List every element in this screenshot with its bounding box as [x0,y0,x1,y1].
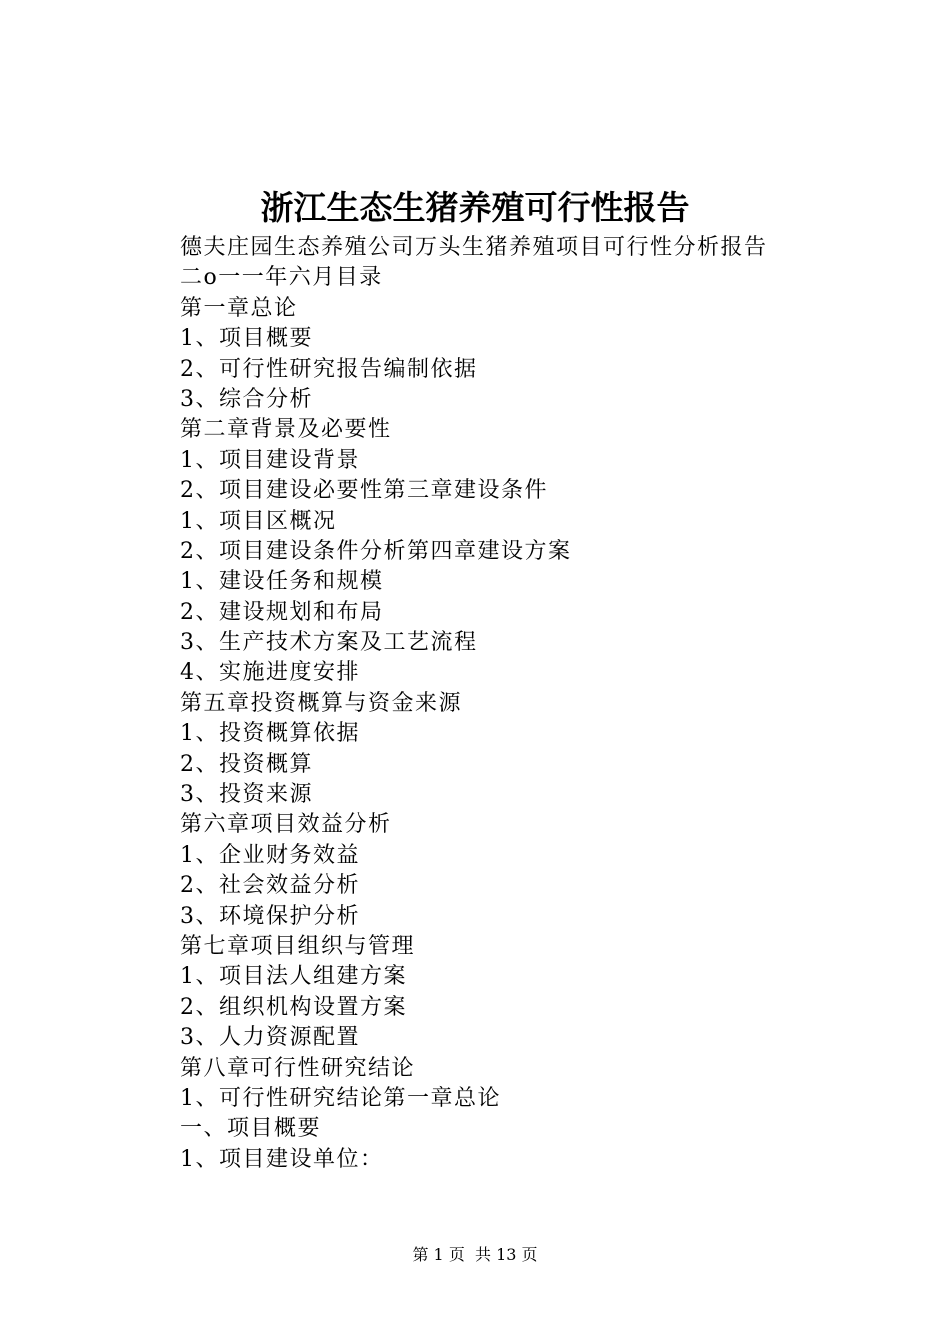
section-heading: 一、项目概要 [180,1116,322,1142]
page-footer [0,1243,950,1267]
toc-item: 2、组织机构设置方案 [180,994,407,1020]
body-line: 1、项目建设单位： [180,1146,384,1172]
subtitle-line: 德夫庄园生态养殖公司万头生猪养殖项目可行性分析报告 [180,235,768,260]
toc-item: 3、综合分析 [180,386,313,412]
toc-chapter: 第七章项目组织与管理 [180,933,416,959]
toc-item: 1、建设任务和规模 [180,569,384,595]
toc-chapter: 第五章投资概算与资金来源 [180,690,463,716]
toc-item: 2、建设规划和布局 [180,599,384,625]
toc-item: 1、项目法人组建方案 [180,964,407,990]
toc-item: 3、人力资源配置 [180,1025,360,1051]
toc-item: 1、项目区概况 [180,508,337,534]
toc-item: 3、生产技术方案及工艺流程 [180,630,478,656]
toc-item: 3、投资来源 [180,782,313,808]
document-body [180,233,860,1175]
toc-chapter: 第六章项目效益分析 [180,812,392,838]
toc-item: 4、实施进度安排 [180,660,360,686]
toc-item: 2、投资概算 [180,751,313,777]
toc-item: 2、项目建设条件分析第四章建设方案 [180,538,572,564]
toc-item: 2、社会效益分析 [180,873,360,899]
toc-chapter: 第八章可行性研究结论 [180,1055,416,1081]
toc-item: 1、项目建设背景 [180,447,360,473]
toc-item: 1、可行性研究结论第一章总论 [180,1085,501,1111]
document-title: 浙江生态生猪养殖可行性报告 [260,188,690,227]
date-toc-line: 二o一一年六月目录 [180,265,383,291]
toc-chapter: 第二章背景及必要性 [180,417,392,443]
toc-item: 1、投资概算依据 [180,721,360,747]
toc-item: 1、企业财务效益 [180,842,360,868]
toc-chapter: 第一章总论 [180,295,298,321]
toc-item: 2、项目建设必要性第三章建设条件 [180,478,548,504]
toc-item: 2、可行性研究报告编制依据 [180,356,478,382]
page-number-label: 第 1 页 共 13 页 [412,1245,538,1264]
toc-item: 1、项目概要 [180,326,313,352]
toc-item: 3、环境保护分析 [180,903,360,929]
